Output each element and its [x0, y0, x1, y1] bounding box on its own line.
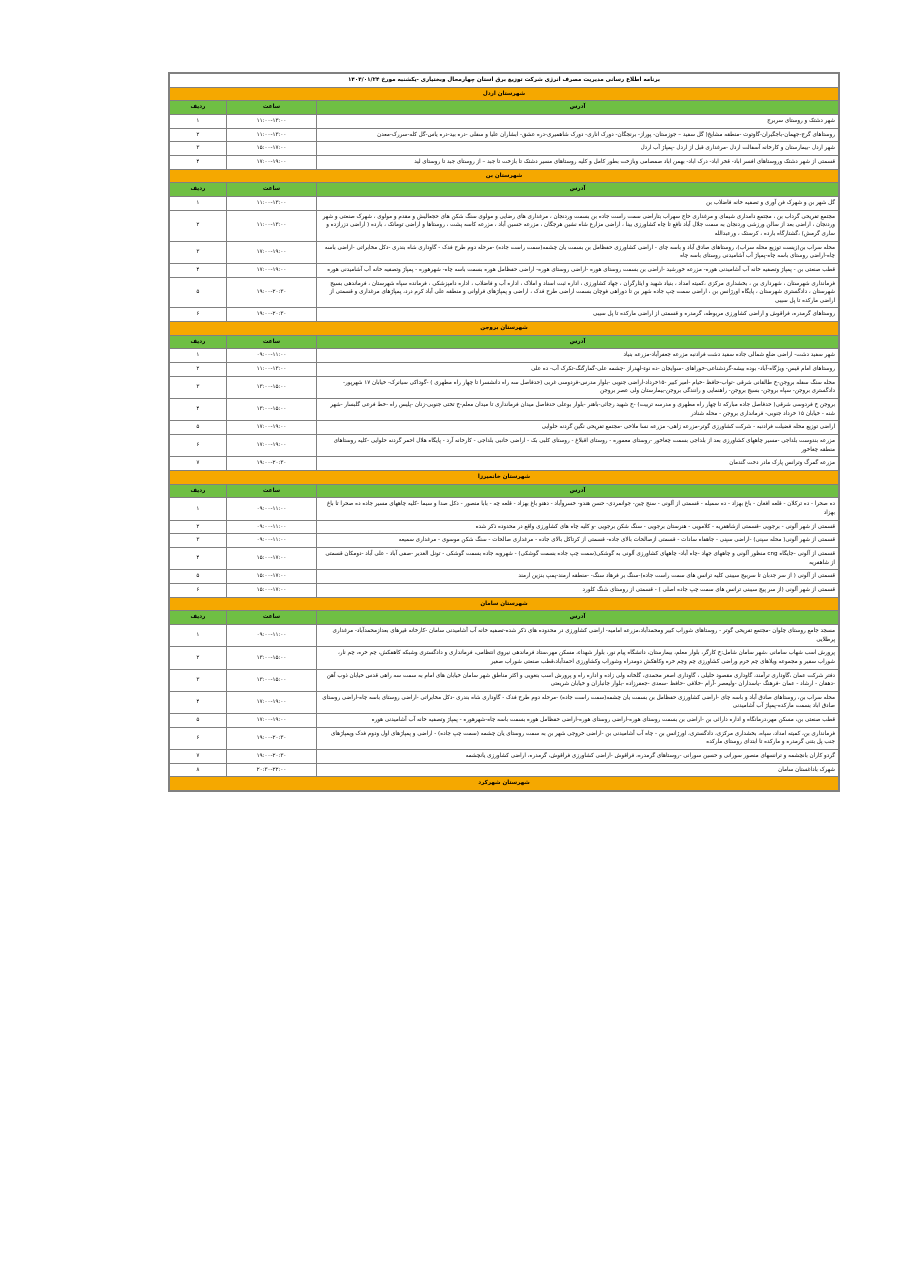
city-name: شهرستان اردل: [170, 87, 839, 101]
outage-time: ۱۷:۰۰-۱۹:۰۰: [226, 241, 316, 263]
outage-address: بروجن خ فردوسی شرقی( حدفاصل جاده مبارکه تا چهار راه مطهری و مدرسه تربیت) -خ شهید رجائی-باهنر -بلوار بوعلی حدفاصل میدان فرمانداری تا میدان معلم-خ تختی جنوبی-زنان -پلیس راه -خط فرعی گلبسار -شهر شنه - خیابان ۱۵ خرداد جنوبی- فرمانداری بروجن - محله شنادر: [317, 399, 839, 421]
outage-address: شهر سفید دشت- اراضی ضلع شمالی جاده سفید دشت فرادنبه مزرعه جعفرآباد-مزرعه بنیاد: [317, 349, 839, 363]
row-number: ۳: [170, 669, 227, 691]
city-name: شهرستان بن: [170, 169, 839, 183]
table-row: [170, 376, 839, 398]
outage-time: ۲۰:۳۰-۲۲:۰۰: [226, 763, 316, 777]
outage-address: ده صحرا - ده ترکلان - قلعه افغان - باغ بهزاد - ده سمیله - قسمتی از آلونی - سنج چین- جوانمردی- حسن هندو- خسروآباد - دهنو باغ بهزاد - قلعه چه - بابا منصور - دکل صدا و سیما -کلیه چاههای مسیر جاده ده صحرا تا باغ بهزاد: [317, 498, 839, 520]
col-header-address: آدرس: [317, 484, 839, 498]
row-number: ۲: [170, 647, 227, 669]
outage-address: گردو کاران بانچشمه و ترانسهای منصور سورانی و حسین سورانی -روستاهای گرمدره، فراقوش -اراضی کشاورزی فراقوش، گرمدره، اراضی کشاورزی یانچشمه: [317, 750, 839, 764]
city-header-row: [170, 597, 839, 611]
outage-time: ۰۹:۰۰-۱۱:۰۰: [226, 520, 316, 534]
outage-address: قطب صنعتی بن - پمپاژ وتصفیه خانه آب آشامیدنی هوره- مزرعه خورشید -اراضی بن بسمت روستای هوره -اراضی روستای هوره- اراضی حفظامل هوره بسمت باسه چاه- شهرهوره - پمپاژ وتصفیه خانه آب آشامیدنی هوره: [317, 263, 839, 277]
row-number: ۴: [170, 263, 227, 277]
outage-time: ۱۵:۰۰-۱۷:۰۰: [226, 570, 316, 584]
city-name: شهرستان شهرکرد: [170, 777, 839, 791]
schedule-sheet: [168, 72, 840, 792]
outage-address: قسمتی از شهر دشتک وروستاهای افسر اباد- قخر اباد- درک اباد- بهمن اباد صمصامی وبازخت بطور کامل و کلیه روستاهای مسیر دشتک تا بازخت تا جبد – از روستای جبد تا روستای لید: [317, 155, 839, 169]
row-number: ۴: [170, 547, 227, 569]
col-header-address: آدرس: [317, 335, 839, 349]
column-header-row: [170, 101, 839, 115]
outage-address: قسمتی از شهر آلونی - برجویی -قسمتی ازشاهفریه - کلامویی - هنرستان برجویی - سنگ شکن برجویی -و کلیه چاه های کشاورزی واقع در محدوده ذکر شده: [317, 520, 839, 534]
outage-address: شهر دشتک و روستای سربرج: [317, 114, 839, 128]
table-body: [170, 74, 839, 791]
col-header-address: آدرس: [317, 611, 839, 625]
outage-address: اراضی توزیع محله فضیلت فرادنبه - شرکت کشاورزی گوتر-مزرعه زاهی- مزرعه نسا ملاحی -مجتمع تفریحی نگین گردنه حلوایی: [317, 421, 839, 435]
outage-time: ۰۹:۰۰-۱۱:۰۰: [226, 349, 316, 363]
outage-time: ۱۹:۰۰-۲۰:۳۰: [226, 308, 316, 322]
row-number: ۶: [170, 435, 227, 457]
outage-time: ۱۳:۰۰-۱۵:۰۰: [226, 669, 316, 691]
col-header-time: ساعت: [226, 611, 316, 625]
outage-address: محله سراب بن، روستاهای صادق آباد و باسه چای -اراضی کشاورزی حفظامل بن بسمت یان چشمه(سمت راست جاده) -مرحله دوم طرح فدک - گاوداری شاه بندری -دکل مخابراتی -اراضی روستای باسه چاه-اراضی روستای صادق اباد بسمت مارکده-پمپاژ آب آشامیدنی: [317, 691, 839, 713]
row-number: ۸: [170, 763, 227, 777]
row-number: ۱: [170, 349, 227, 363]
outage-time: ۱۳:۰۰-۱۵:۰۰: [226, 399, 316, 421]
table-row: [170, 263, 839, 277]
table-row: [170, 547, 839, 569]
row-number: ۵: [170, 570, 227, 584]
table-row: [170, 498, 839, 520]
outage-time: ۱۳:۰۰-۱۵:۰۰: [226, 647, 316, 669]
table-row: [170, 714, 839, 728]
city-name: شهرستان سامان: [170, 597, 839, 611]
row-number: ۵: [170, 714, 227, 728]
outage-time: ۱۱:۰۰-۱۳:۰۰: [226, 363, 316, 377]
page-title: برنامه اطلاع رسانی مدیریت مصرف انرژی شرکت توزیع برق استان چهارمحال وبختیاری -یکشنبه مورخ ۱۴۰۴/۰۱/۲۴: [170, 74, 839, 88]
outage-time: ۱۹:۰۰-۲۰:۳۰: [226, 457, 316, 471]
outage-address: محله سراب بن(زیست توزیع محله سراب)، روستاهای صادق آباد و باسه چای - اراضی کشاورزی حفظامل بن بسمت یان چشمه(سمت راست جاده) -مرحله دوم طرح فدک - گاوداری شاه بندری -دکل مخابراتی -اراضی باسه چاه-اراضی روستای باسه چاه-پمپاژ آب آشامیدنی روستای باسه چاه: [317, 241, 839, 263]
row-number: ۴: [170, 399, 227, 421]
row-number: ۶: [170, 308, 227, 322]
col-header-rownum: ردیف: [170, 101, 227, 115]
table-row: [170, 142, 839, 156]
outage-address: محله سنگ سفله بروجن-خ طالقانی شرقی -تواب-حافظ -خیام -امیر کبیر -۱۵خرداد-اراضی جنوبی -بلوار مدرس-فردوسی غربی (حدفاصل سه راه دانشسرا تا چهار راه مطهری ) -گوداکی سیانرک- خیابان ۱۷ شهرپور- دادگستری بروجن- سپاه بروجن- بسیج بروجن- راهنمایی و رانندگی بروجن-بیمارستان ولی عصر بروجن: [317, 376, 839, 398]
outage-address: مزرعه گمرگ وترانس پارک مادر دخت گندمان: [317, 457, 839, 471]
row-number: ۵: [170, 421, 227, 435]
table-row: [170, 457, 839, 471]
table-row: [170, 583, 839, 597]
city-name: شهرستان خانمیرزا: [170, 471, 839, 485]
outage-time: ۱۵:۰۰-۱۷:۰۰: [226, 547, 316, 569]
table-row: [170, 624, 839, 646]
table-row: [170, 647, 839, 669]
outage-time: ۱۷:۰۰-۱۹:۰۰: [226, 691, 316, 713]
outage-address: قسمتی از شهر آلونی (از سر پیچ سیبنی ترانس های سمت چپ جاده اصلی ) - قسمتی از روستای شنگ کلورد: [317, 583, 839, 597]
outage-time: ۱۷:۰۰-۱۹:۰۰: [226, 714, 316, 728]
col-header-address: آدرس: [317, 183, 839, 197]
outage-address: روستاهای گرج-جهمان-باجگیران-گاوتوت -منطقه مشایخ( گل سفید – جوزستان- پوراز- برنجگان- دورک اناری- دورک شاهمیری-دره عشق- ابشاران علیا و سفلی -دره بید-دره یاس-گل کله-سررک-معدن: [317, 128, 839, 142]
table-row: [170, 763, 839, 777]
row-number: ۲: [170, 128, 227, 142]
row-number: ۷: [170, 457, 227, 471]
table-row: [170, 727, 839, 749]
outage-time: ۱۹:۰۰-۲۰:۳۰: [226, 750, 316, 764]
outage-time: ۱۵:۰۰-۱۷:۰۰: [226, 142, 316, 156]
outage-address: روستاهای گرمدره، فراقوش و اراضی کشاورزی مربوطه، گرمدره و قسمتی از اراضی مارکده تا پل سیبی: [317, 308, 839, 322]
table-row: [170, 210, 839, 241]
outage-address: قسمتی از شهر آلونی( محله سپنی) -اراضی سپنی - جاهفاه سادات - قسمتی ازصالحات بالای جاده- قسمتی از کرتاکل بالای جاده - مرغداری صالحات - سنگ شکن موسوی - مرغداری سمیعه: [317, 534, 839, 548]
outage-time: ۱۷:۰۰-۱۹:۰۰: [226, 435, 316, 457]
outage-time: ۱۳:۰۰-۱۵:۰۰: [226, 376, 316, 398]
outage-time: ۱۷:۰۰-۱۹:۰۰: [226, 263, 316, 277]
outage-address: روستاهای امام قیس- ویژگاه-آباد- بوده بیشه-گردشناعی-خوراهای -سوایجان -ده نوء-لهدراز -چشمه علی-گمارگنگ-تکرک آب- ده علی: [317, 363, 839, 377]
row-number: ۶: [170, 583, 227, 597]
city-header-row: [170, 471, 839, 485]
outage-time: ۱۱:۰۰-۱۳:۰۰: [226, 210, 316, 241]
table-row: [170, 570, 839, 584]
outage-time: ۱۷:۰۰-۱۹:۰۰: [226, 155, 316, 169]
row-number: ۱: [170, 196, 227, 210]
outage-address: قطب صنعتی بن، مسکن مهر،درمانگاه و اداره دارائی بن -اراضی بن بسمت روستای هوره-اراضی روستای هوره-اراضی حفظامل هوره بسمت باسه چاه-شهرهوره - پمپاژ وتصفیه خانه آب آشامیدنی هوره: [317, 714, 839, 728]
table-row: [170, 196, 839, 210]
row-number: ۲: [170, 210, 227, 241]
outage-address: فرمانداری بن، کمیته امداد، سپاه، بخشداری مرکزی، دادگستری، اورژانس بن - چاه آب آشامیدنی بن -اراضی خروجی شهر بن به سمت روستای یان چشمه (سمت چپ جاده) - اراضی و پمپاژهای اول ودوم فدک وپمپاژهای جنب پل بتنی گرمدره و مارکده تا ابتدای روستای مارکده: [317, 727, 839, 749]
row-number: ۲: [170, 363, 227, 377]
outage-time: ۱۹:۰۰-۲۰:۳۰: [226, 727, 316, 749]
outage-address: قسمتی از آلونی -جایگاه cng منظور آلونی و چاههای جهاد -چاه آباد- چاههای کشاورزی آلونی به گوشکی(سمت چپ جاده بسمت گوشکی) - شهروبه جاده بسمت گوشکی - تونل الغدیر -صفی آباد - علی آباد -دومکان قسمتی از شاهفریه: [317, 547, 839, 569]
table-row: [170, 241, 839, 263]
col-header-time: ساعت: [226, 484, 316, 498]
col-header-rownum: ردیف: [170, 183, 227, 197]
outage-time: ۱۱:۰۰-۱۳:۰۰: [226, 196, 316, 210]
table-row: [170, 308, 839, 322]
col-header-rownum: ردیف: [170, 484, 227, 498]
outage-address: قسمتی از آلونی ( از سر جدبان تا سربیج سیبنی کلیه ترانس های سمت راست جاده)-سنگ بر فرهاد سنگ- -منطقه ارمند-پمپ بنزین ارمند: [317, 570, 839, 584]
outage-address: گل شهر بن و شهرک فن آوری و تصفیه خانه فاضلاب بن: [317, 196, 839, 210]
table-row: [170, 155, 839, 169]
col-header-time: ساعت: [226, 335, 316, 349]
row-number: ۲: [170, 520, 227, 534]
city-header-row: [170, 322, 839, 336]
table-row: [170, 363, 839, 377]
outage-address: مسجد جامع روستای چلوان -مجتمع تفریحی گوتر - روستاهای شوراب کبیر ومحمدآباد،مزرعه امامیه- اراضی کشاورزی در محدوده های ذکر شده-تصفیه خانه آب آشامیدنی سامان -کارخانه قیرهای بعدازمحمدآباد- مرغداری پرطلایی: [317, 624, 839, 646]
table-row: [170, 128, 839, 142]
row-number: ۳: [170, 241, 227, 263]
outage-time: ۱۷:۰۰-۱۹:۰۰: [226, 421, 316, 435]
outage-time: ۱۱:۰۰-۱۳:۰۰: [226, 114, 316, 128]
outage-address: دفتر شرکت عمان ،گاوداری ترآمند، گاوداری مقصود خلیلی ، گاوداری اصغر محمدی، گلخانه ولی زاده و اداره راه و پرورش اسب بنغویی و اکثر مناطق شهر سامان خیابان های امام به سمت سه راهی قدس خیابان ذوب آهن -دهقان - ارشاد - عمان -فرهنگ -یاسداران -ولیعصر -آرام -خلافی -حافظ -سعدی -جعفرزاده -بلوار جانباران و خیابان شریعتی: [317, 669, 839, 691]
city-header-row: [170, 169, 839, 183]
column-header-row: [170, 183, 839, 197]
col-header-rownum: ردیف: [170, 611, 227, 625]
row-number: ۳: [170, 534, 227, 548]
table-row: [170, 691, 839, 713]
outage-time: ۱۵:۰۰-۱۷:۰۰: [226, 583, 316, 597]
outage-time: ۱۱:۰۰-۱۳:۰۰: [226, 128, 316, 142]
row-number: ۳: [170, 142, 227, 156]
row-number: ۳: [170, 376, 227, 398]
table-row: [170, 277, 839, 308]
row-number: ۱: [170, 624, 227, 646]
table-row: [170, 435, 839, 457]
outage-time: ۱۹:۰۰-۲۰:۳۰: [226, 277, 316, 308]
table-row: [170, 520, 839, 534]
schedule-table: [169, 73, 839, 791]
table-row: [170, 534, 839, 548]
row-number: ۵: [170, 277, 227, 308]
outage-time: ۰۹:۰۰-۱۱:۰۰: [226, 534, 316, 548]
outage-address: شهر اردل -بیمارستان و کارخانه آسفالت اردل -مرغداری قبل از اردل -پمپاژ آب اردل: [317, 142, 839, 156]
column-header-row: [170, 335, 839, 349]
table-row: [170, 421, 839, 435]
outage-address: شهرک باداغستان سامان: [317, 763, 839, 777]
document-title-row: [170, 74, 839, 88]
city-name: شهرستان بروجن: [170, 322, 839, 336]
col-header-rownum: ردیف: [170, 335, 227, 349]
column-header-row: [170, 484, 839, 498]
outage-address: مجتمع تفریحی گرداب بن ، مجتمع دامداری شیمای و مرغداری حاج سهراب بتاراضی سمت راست جاده بن بسمت وردنجان ، مرغداری های رضایی و مولوی سنگ شکن های حجعالیش و مقدم و مولوی ، شهرک صنعتی و شهر وردنجان ، اراضی بعد از سالن ورزشی وردنجان به سمت جلال آباد نافع تا چاه کشاورزی بینا ، اراضی مزارع شاه نشین هرجگان ، مزرعه حسین آباد ، مزرعه کاسه پشت ، روستاها و اراضی تومانک ، بارده ( اراضی دزرازده و ساری گرمش) ،گشتارگاه بارده ، کرستک ، ورعبدالله: [317, 210, 839, 241]
table-row: [170, 349, 839, 363]
outage-time: ۰۹:۰۰-۱۱:۰۰: [226, 624, 316, 646]
table-row: [170, 399, 839, 421]
city-header-row: [170, 777, 839, 791]
row-number: ۱: [170, 498, 227, 520]
table-row: [170, 669, 839, 691]
column-header-row: [170, 611, 839, 625]
row-number: ۷: [170, 750, 227, 764]
table-row: [170, 750, 839, 764]
row-number: ۶: [170, 727, 227, 749]
outage-address: مزرعه بندوست بلداجی -مسیر چاههای کشاورزی بعد از بلداجی بسمت چغاخور -روستای معموره - روستای اقبلاغ - روستای کلبی بک - اراضی خانبی بلداجی - کارخانه آرد - پایگاه هلال احمر گردنه حلوایی -کلیه روستاهای منطقه چغاخور: [317, 435, 839, 457]
row-number: ۱: [170, 114, 227, 128]
outage-time: ۰۹:۰۰-۱۱:۰۰: [226, 498, 316, 520]
outage-address: پرورش اسب شهاب سامانی ،شهر سامان شامل:خ کارگر، بلوار معلم، بیمارستان، دانشگاه پیام نور، بلوار شهداء، مسکن مهر،ستاد فرماندهی نیروی انتظامی، فرمانداری و دادگستری وشبکه کاهفکش، چم خره، چم نار، شوراب سفیر و مجموعه ویلاهای چم خرم وراضی کشاورزی چم وچم خره وکاهکش دومدراه وشوراب وکشاورزی احمدآباد،قطب صنعتی شوراب صغیر: [317, 647, 839, 669]
col-header-time: ساعت: [226, 183, 316, 197]
city-header-row: [170, 87, 839, 101]
table-row: [170, 114, 839, 128]
col-header-address: آدرس: [317, 101, 839, 115]
outage-address: فرمانداری شهرستان ، شهرداری بن ، بخشداری مرکزی ،کمیته امداد ، بنیاد شهید و ایثارگران ، جهاد کشاورزی ، اداره ثبت اسناد و املاک ، اداره آب و فاضلاب ، اداره دامپزشکی ، فرمانده سپاه شهرستان ، فرماندهی بسیج شهرستان ، دادگستری شهرستان ، پایگاه اورژانس بن ، اراضی سمت چپ جاده شهر بن تا دوراهی فوچان بسمت اراضی طرح فدک ، اراضی و پمپاژهای فراوانی و منطقه علی آباد کرم درد، پمپاژهای مرغداری و قسمتی از اراضی مارکده تا پل سیبی: [317, 277, 839, 308]
col-header-time: ساعت: [226, 101, 316, 115]
row-number: ۴: [170, 155, 227, 169]
row-number: ۴: [170, 691, 227, 713]
